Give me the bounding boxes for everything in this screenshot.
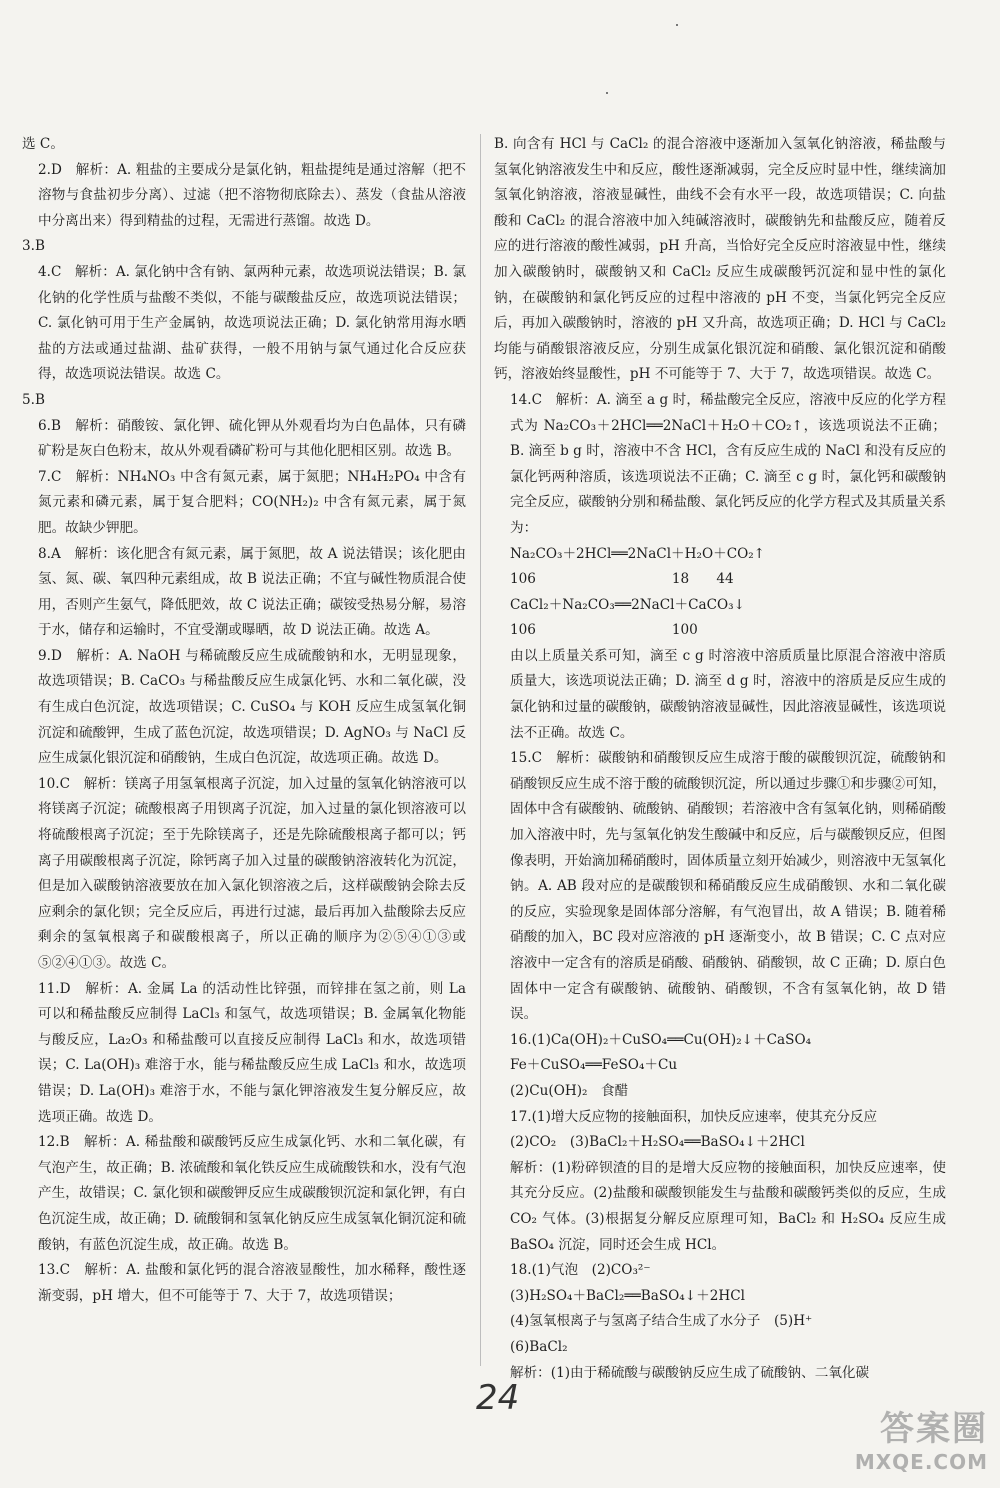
answer-paragraph: 16.(1)Ca(OH)₂＋CuSO₄══Cu(OH)₂↓＋CaSO₄ xyxy=(510,1031,812,1048)
watermark-url: MXQE.COM xyxy=(854,1450,988,1474)
answer-paragraph: 8.A 解析：该化肥含有氮元素，属于氮肥，故 A 说法错误；该化肥由氢、氮、碳、氧四种元素组成，故 B 说法正确；不宜与碱性物质混合使用，否则产生氨气，降低肥效，故 C 说法正确；碳铵受热易分解，易溶于水，储存和运输时，不宜受潮或曝晒，故 D 说法正确。故选 A。 xyxy=(38,545,466,639)
column-divider xyxy=(480,134,481,1366)
answer-paragraph: 3.B xyxy=(22,238,45,255)
watermark-text: 答案圈 xyxy=(880,1409,988,1449)
page-number: 24 xyxy=(476,1378,520,1418)
answer-paragraph: 解析：(1)粉碎钡渣的目的是增大反应物的接触面积，加快反应速率，使其充分反应。(2)盐酸和碳酸钡能发生与盐酸和碳酸钙类似的反应，生成 CO₂ 气体。(3)根据复分解反应原理可知，BaCl₂ 和 H₂SO₄ 反应生成 BaSO₄ 沉淀，同时还会生成 HCl。 xyxy=(510,1159,946,1253)
answer-paragraph: 15.C 解析：碳酸钠和硝酸钡反应生成溶于酸的碳酸钡沉淀，硫酸钠和硝酸钡反应生成不溶于酸的硫酸钡沉淀，所以通过步骤①和步骤②可知，固体中含有碳酸钠、硫酸钠、硝酸钡；若溶液中含有氢氧化钠，则稀硝酸加入溶液中时，先与氢氧化钠发生酸碱中和反应，后与碳酸钡反应，但图像表明，开始滴加稀硝酸时，固体质量立刻开始减少，则溶液中无氢氧化钠。A. AB 段对应的是碳酸钡和稀硝酸反应生成硝酸钡、水和二氧化碳的反应，实验现象是固体部分溶解，有气泡冒出，故 A 错误；B. 随着稀硝酸的加入，BC 段对应溶液的 pH 逐渐变小，故 B 错误；C. C 点对应溶液中一定含有的溶质是硝酸、硝酸钠、硝酸钡，故 C 正确；D. 原白色固体中一定含有碳酸钠、硫酸钠、硝酸钡，不含有氢氧化钠，故 D 错误。 xyxy=(510,750,946,1023)
answer-paragraph: 7.C 解析：NH₄NO₃ 中含有氮元素，属于氮肥；NH₄H₂PO₄ 中含有氮元素和磷元素，属于复合肥料；CO(NH₂)₂ 中含有氮元素，属于氮肥。故缺少钾肥。 xyxy=(38,468,466,536)
answer-paragraph: 14.C 解析：A. 滴至 a g 时，稀盐酸完全反应，溶液中反应的化学方程式为 Na₂CO₃＋2HCl══2NaCl＋H₂O＋CO₂↑，该选项说法不正确；B. 滴至 b g 时，溶液中不含 HCl，含有反应生成的 NaCl 和没有反应的氯化钙两种溶质，该选项说法不正确；C. 滴至 c g 时，氯化钙和碳酸钠完全反应，碳酸钠分别和稀盐酸、氯化钙反应的化学方程式及其质量关系为： xyxy=(510,391,946,536)
answer-paragraph: 11.D 解析：A. 金属 La 的活动性比锌强，而锌排在氢之前，则 La 可以和稀盐酸反应制得 LaCl₃ 和氢气，故选项错误；B. 金属氧化物能与酸反应，La₂O₃ 和稀盐酸可以直接反应制得 LaCl₃ 和水，故选项错误；C. La(OH)₃ 难溶于水，能与稀盐酸反应生成 LaCl₃ 和水，故选项错误；D. La(OH)₃ 难溶于水，不能与氯化钾溶液发生复分解反应，故选项正确。故选 D。 xyxy=(38,980,466,1125)
answer-paragraph: 选 C。 xyxy=(22,136,64,152)
answer-paragraph: 6.B 解析：硝酸铵、氯化钾、硫化钾从外观看均为白色晶体，只有磷矿粉是灰白色粉末，故从外观看磷矿粉可与其他化肥相区别。故选 B。 xyxy=(38,417,466,460)
answer-paragraph: 4.C 解析：A. 氯化钠中含有钠、氯两种元素，故选项说法错误；B. 氯化钠的化学性质与盐酸不类似，不能与碳酸盐反应，故选项说法错误；C. 氯化钠可用于生产金属钠，故选项说法正确；D. 氯化钠常用海水晒盐的方法或通过盐湖、盐矿获得，一般不用钠与氯气通过化合反应获得，故选项说法错误。故选 C。 xyxy=(38,263,466,383)
answer-paragraph: 17.(1)增大反应物的接触面积，加快反应速率，使其充分反应 xyxy=(510,1108,878,1125)
answer-paragraph: 由以上质量关系可知，滴至 c g 时溶液中溶质质量比原混合溶液中溶质质量大，该选项说法正确；D. 滴至 d g 时，溶液中的溶质是反应生成的氯化钠和过量的碳酸钠，碳酸钠溶液显碱性，因此溶液显碱性，该选项说法不正确。故选 C。 xyxy=(510,647,946,741)
answer-paragraph: (2)Cu(OH)₂ 食醋 xyxy=(510,1082,629,1099)
answer-paragraph: Fe＋CuSO₄══FeSO₄＋Cu xyxy=(510,1057,678,1074)
answer-paragraph: 5.B xyxy=(22,391,45,408)
answer-paragraph: B. 向含有 HCl 与 CaCl₂ 的混合溶液中逐渐加入氢氧化钠溶液，稀盐酸与氢氧化钠溶液发生中和反应，酸性逐渐减弱，完全反应时显中性，继续滴加氢氧化钠溶液，溶液显碱性，曲线不会有水平一段，故选项错误；C. 向盐酸和 CaCl₂ 的混合溶液中加入纯碱溶液时，碳酸钠先和盐酸反应，随着反应的进行溶液的酸性减弱，pH 升高，当恰好完全反应时溶液显中性，继续加入碳酸钠时，碳酸钠又和 CaCl₂ 反应生成碳酸钙沉淀和显中性的氯化钠，在碳酸钠和氯化钙反应的过程中溶液的 pH 不变，当氯化钙完全反应后，再加入碳酸钠时，溶液的 pH 又升高，故选项正确；D. HCl 与 CaCl₂ 均能与硝酸银溶液反应，分别生成氯化银沉淀和硝酸、氯化银沉淀和硝酸钙，溶液始终显酸性，pH 不可能等于 7、大于 7，故选项错误。故选 C。 xyxy=(494,136,946,383)
answer-paragraph: Na₂CO₃＋2HCl══2NaCl＋H₂O＋CO₂↑ xyxy=(510,545,766,562)
answer-paragraph: 18.(1)气泡 (2)CO₃²⁻ xyxy=(510,1262,651,1279)
answer-paragraph: (6)BaCl₂ xyxy=(510,1338,568,1355)
answer-paragraph: 106 18 44 xyxy=(510,571,734,588)
answer-paragraph: (2)CO₂ (3)BaCl₂＋H₂SO₄══BaSO₄↓＋2HCl xyxy=(510,1134,805,1151)
answer-paragraph: (3)H₂SO₄＋BaCl₂══BaSO₄↓＋2HCl xyxy=(510,1287,745,1304)
scan-speck xyxy=(606,92,608,94)
left-column xyxy=(22,132,466,1309)
answer-paragraph: 9.D 解析：A. NaOH 与稀硫酸反应生成硫酸钠和水，无明显现象，故选项错误；B. CaCO₃ 与稀盐酸反应生成氯化钙、水和二氧化碳，没有生成白色沉淀，故选项错误；C. CuSO₄ 与 KOH 反应生成氢氧化铜沉淀和硫酸钾，生成了蓝色沉淀，故选项错误；D. AgNO₃ 与 NaCl 反应生成氯化银沉淀和硝酸钠，生成白色沉淀，故选项正确。故选 D。 xyxy=(38,647,466,767)
answer-paragraph: 106 100 xyxy=(510,622,698,639)
answer-paragraph: 13.C 解析：A. 盐酸和氯化钙的混合溶液显酸性，加水稀释，酸性逐渐变弱，pH 增大，但不可能等于 7、大于 7，故选项错误； xyxy=(38,1262,466,1304)
answer-paragraph: CaCl₂＋Na₂CO₃══2NaCl＋CaCO₃↓ xyxy=(510,596,745,613)
answer-paragraph: 2.D 解析：A. 粗盐的主要成分是氯化钠，粗盐提纯是通过溶解（把不溶物与食盐初步分离）、过滤（把不溶物彻底除去）、蒸发（食盐从溶液中分离出来）得到精盐的过程，无需进行蒸馏。故选 D。 xyxy=(38,161,466,229)
right-column xyxy=(494,132,946,1386)
answer-paragraph: 解析：(1)由于稀硫酸与碳酸钠反应生成了硫酸钠、二氧化碳 xyxy=(510,1364,870,1381)
scan-speck xyxy=(676,24,678,26)
answer-paragraph: 10.C 解析：镁离子用氢氧根离子沉淀，加入过量的氢氧化钠溶液可以将镁离子沉淀；硫酸根离子用钡离子沉淀，加入过量的氯化钡溶液可以将硫酸根离子沉淀；至于先除镁离子，还是先除硫酸根离子都可以；钙离子用碳酸根离子沉淀，除钙离子加入过量的碳酸钠溶液转化为沉淀，但是加入碳酸钠溶液要放在加入氯化钡溶液之后，这样碳酸钠会除去反应剩余的氯化钡；完全反应后，再进行过滤，最后再加入盐酸除去反应剩余的氢氧根离子和碳酸根离子，所以正确的顺序为②⑤④①③或⑤②④①③。故选 C。 xyxy=(38,775,466,971)
answer-paragraph: 12.B 解析：A. 稀盐酸和碳酸钙反应生成氯化钙、水和二氧化碳，有气泡产生，故正确；B. 浓硫酸和氧化铁反应生成硫酸铁和水，没有气泡产生，故错误；C. 氯化钡和碳酸钾反应生成碳酸钡沉淀和氯化钾，有白色沉淀生成，故正确；D. 硫酸铜和氢氧化钠反应生成氢氧化铜沉淀和硫酸钠，有蓝色沉淀生成，故正确。故选 B。 xyxy=(38,1134,466,1253)
watermark-logo xyxy=(855,1401,988,1474)
answer-paragraph: (4)氢氧根离子与氢离子结合生成了水分子 (5)H⁺ xyxy=(510,1313,813,1330)
